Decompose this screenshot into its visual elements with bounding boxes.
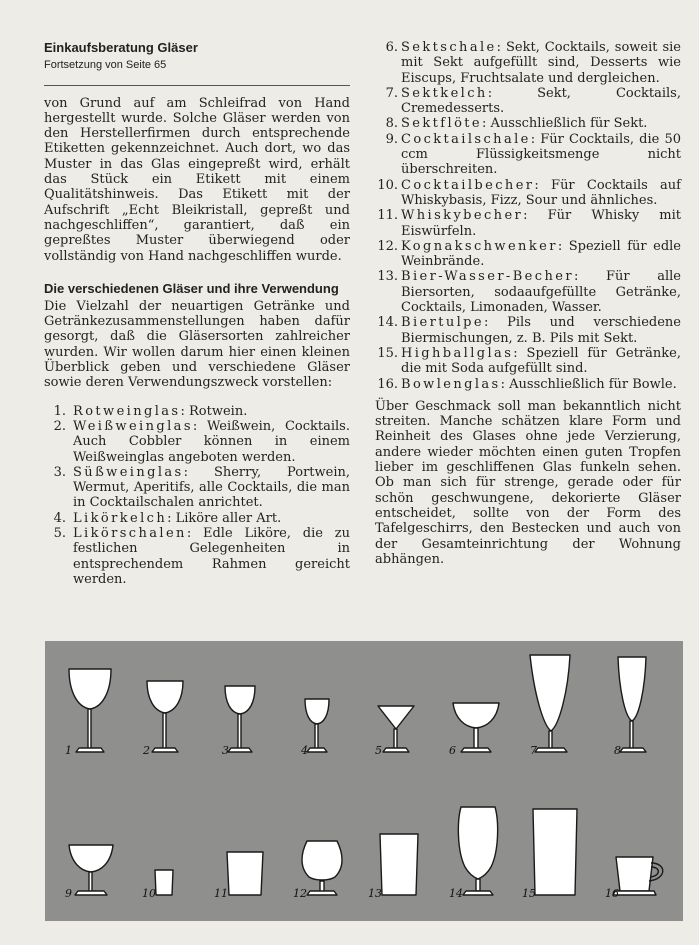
glass-punch-cup — [613, 857, 663, 895]
continuation-note: Fortsetzung von Seite 65 — [44, 59, 167, 72]
glass-label: 3 — [222, 744, 229, 757]
glass-liqueur-bowl — [378, 706, 414, 752]
glass-label: 4 — [301, 744, 308, 757]
glass-label: 11 — [214, 887, 228, 900]
glass-beer-tulip — [458, 807, 497, 895]
list-item: 10. Cocktailbecher: Für Cocktails auf Whiskybasis, Fizz, Sour und ähnliches. — [377, 177, 681, 208]
glass-red-wine — [69, 669, 111, 752]
glass-white-wine — [147, 681, 183, 752]
glass-label: 15 — [522, 887, 536, 900]
glass-liqueur — [305, 699, 329, 752]
glass-list-right — [375, 40, 681, 392]
glass-sweet-wine — [225, 686, 255, 752]
closing-paragraph: Über Geschmack soll man bekanntlich nicht streiten. Manche schätzen klare Form und Reinheit des Glases ohne jede Verzierung, andere wieder möchten einen guten Tropfen lieber im geschliffenen Glas funkeln sehen. Ob man sich für strenge, gerade oder für schön geschwungene, dekorierte Gläser entscheidet, sollte von der Form des Tafelgeschirrs, den Bestecken und auch von der Gesamteinrichtung der Wohnung abhängen. — [375, 398, 681, 567]
glass-label: 10 — [142, 887, 156, 900]
glass-whisky-tumbler — [227, 852, 263, 895]
list-item: 5. Likörschalen: Edle Liköre, die zu festlichen Gelegenheiten in entsprechendem Rahmen gereicht werden. — [53, 526, 350, 587]
list-item: 4. Likörkelch: Liköre aller Art. — [53, 510, 282, 526]
glass-label: 7 — [530, 744, 537, 757]
article-title: Einkaufsberatung Gläser — [44, 40, 198, 55]
glass-cocktail-tumbler — [155, 870, 173, 895]
list-item: 1. Rotweinglas: Rotwein. — [53, 403, 248, 419]
list-item: 8. Sektflöte: Ausschließlich für Sekt. — [385, 116, 648, 132]
glass-champagne-tulip — [530, 655, 570, 752]
glass-label: 2 — [143, 744, 150, 757]
header-rule — [44, 85, 350, 86]
glass-label: 5 — [375, 744, 382, 757]
glass-cocktail-bowl — [69, 845, 113, 895]
list-item: 15. Highballglas: Speziell für Getränke, die mit Soda aufgefüllt sind. — [377, 345, 681, 377]
right-column — [375, 40, 681, 567]
list-item: 7. Sektkelch: Sekt, Cocktails, Cremedesserts. — [385, 85, 681, 117]
glass-label: 8 — [614, 744, 621, 757]
glass-label: 9 — [65, 887, 72, 900]
left-column — [44, 40, 350, 587]
list-item: 6. Sektschale: Sekt, Cocktails, soweit sie mit Sekt aufgefüllt sind, Desserts wie Eiscups, Fruchtsalate und dergleichen. — [385, 40, 681, 86]
glass-label: 13 — [368, 887, 382, 900]
glass-label: 12 — [293, 887, 307, 900]
glass-champagne-saucer — [453, 703, 499, 752]
list-item: 13. Bier-Wasser-Becher: Für alle Biersorten, sodaaufgefüllte Getränke, Cocktails, Limonaden, Wasser. — [377, 269, 681, 316]
glass-champagne-flute — [618, 657, 646, 752]
list-item: 2. Weißweinglas: Weißwein, Cocktails. Auch Cobbler können in einem Weißweinglas angeboten werden. — [53, 418, 350, 465]
glasses-illustration — [45, 641, 683, 921]
glass-label: 6 — [449, 744, 456, 757]
list-item: 14. Biertulpe: Pils und verschiedene Biermischungen, z. B. Pils mit Sekt. — [377, 315, 681, 346]
intro-paragraph: von Grund auf am Schleifrad von Hand hergestellt wurde. Solche Gläser werden von den Herstellerfirmen durch entsprechende Etiketten gekennzeichnet. Auch dort, wo das Muster in das Glas eingepreßt wird, erhält das Stück ein Etikett mit einem Qualitätshinweis. Das Etikett mit der Aufschrift „Echt Bleikristall, gepreßt und nachgeschliffen“, garantiert, daß ein gepreßtes Muster überwiegend oder vollständig von Hand nachgeschliffen wurde. — [44, 95, 350, 264]
list-item: 11. Whiskybecher: Für Whisky mit Eiswürfeln. — [377, 208, 681, 239]
glass-label: 1 — [65, 744, 72, 757]
list-item: 9. Cocktailschale: Für Cocktails, die 50 ccm Flüssigkeitsmenge nicht überschreiten. — [385, 131, 681, 178]
glass-beer-water-tumbler — [380, 834, 418, 895]
glass-label: 14 — [449, 887, 463, 900]
list-item: 12. Kognakschwenker: Speziell für edle Weinbrände. — [377, 238, 681, 270]
list-item: 16. Bowlenglas: Ausschließlich für Bowle. — [377, 376, 677, 392]
glass-list-left — [44, 404, 350, 588]
section-paragraph: Die Vielzahl der neuartigen Getränke und Getränkezusammenstellungen haben dafür gesorgt, daß die Gläsersorten zahlreicher wurden. Wir wollen darum hier einen kleinen Überblick geben und verschiedene Gläser sowie deren Verwendungszweck vorstellen: — [44, 298, 350, 391]
list-item: 3. Süßweinglas: Sherry, Portwein, Wermut, Aperitifs, alle Cocktails, die man in Cocktailschalen anrichtet. — [53, 464, 350, 511]
glass-cognac-snifter — [302, 841, 342, 895]
glass-highball — [533, 809, 577, 895]
glass-label: 16 — [605, 887, 619, 900]
section-heading: Die verschiedenen Gläser und ihre Verwendung — [44, 280, 339, 296]
